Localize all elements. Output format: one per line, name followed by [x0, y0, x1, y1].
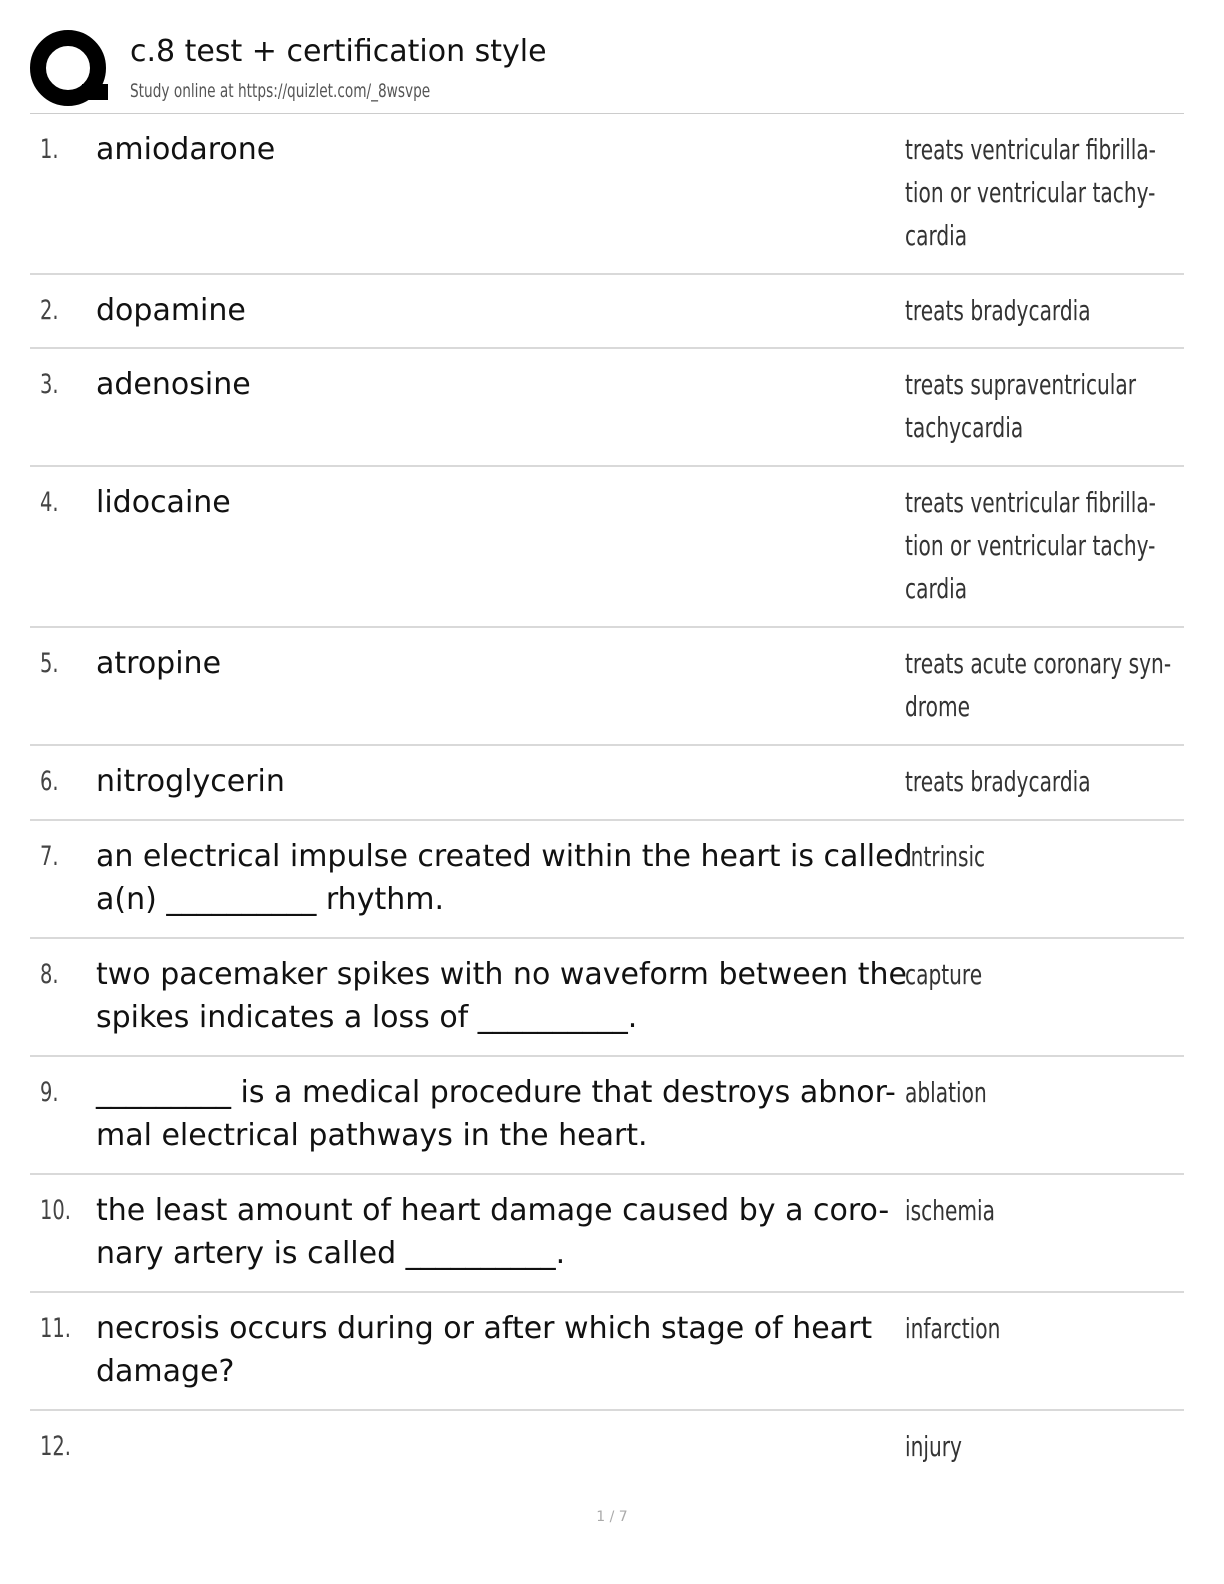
card-definition-line: treats supraventricular: [905, 368, 1137, 401]
card-definition-line: capture: [905, 958, 983, 991]
card-term-line: two pacemaker spikes with no waveform between the: [96, 957, 907, 992]
card-definition: [905, 835, 1157, 878]
card-number: 7.: [40, 841, 59, 872]
quizlet-logo-icon: [30, 30, 110, 110]
card-term-line: amiodarone: [96, 132, 276, 167]
flashcard-row: [30, 821, 1184, 939]
card-term-line: nitroglycerin: [96, 764, 285, 799]
card-term: [96, 363, 906, 406]
card-number: 4.: [40, 487, 59, 518]
card-definition-line: injury: [905, 1430, 962, 1463]
card-number: 5.: [40, 648, 59, 679]
card-definition-line: ischemia: [905, 1194, 995, 1227]
card-definition-line: ablation: [905, 1076, 987, 1109]
page-number: 1 / 7: [596, 1509, 628, 1525]
card-term-line: mal electrical pathways in the heart.: [96, 1118, 648, 1153]
card-number: 8.: [40, 959, 59, 990]
flashcard-row: [30, 1175, 1184, 1293]
document-title: c.8 test + certification style: [130, 34, 547, 69]
document-header: [30, 30, 1184, 114]
card-term: [96, 128, 906, 171]
flashcard-list: [30, 114, 1184, 1511]
card-term-line: necrosis occurs during or after which stage of heart: [96, 1311, 873, 1346]
card-number: 6.: [40, 766, 59, 797]
card-definition-line: tachycardia: [905, 411, 1024, 444]
card-definition: [905, 128, 1157, 257]
card-number: 9.: [40, 1077, 59, 1108]
card-term-line: atropine: [96, 646, 222, 681]
card-number: 12.: [40, 1431, 71, 1462]
card-definition-line: drome: [905, 690, 971, 723]
card-term: [96, 835, 913, 921]
card-term-line: damage?: [96, 1354, 235, 1389]
card-term: [96, 481, 906, 524]
card-number: 11.: [40, 1313, 71, 1344]
flashcard-row: [30, 349, 1184, 467]
card-term-line: a(n) __________ rhythm.: [96, 882, 444, 917]
flashcard-row: [30, 114, 1184, 275]
card-term: [96, 1307, 906, 1393]
card-term-line: adenosine: [96, 367, 251, 402]
study-online-link[interactable]: Study online at https://quizlet.com/_8wsvpe: [130, 80, 431, 102]
flashcard-row: [30, 939, 1184, 1057]
flashcard-row: [30, 275, 1184, 349]
card-term: [96, 760, 906, 803]
card-term: [96, 1189, 906, 1275]
card-term-line: spikes indicates a loss of __________.: [96, 1000, 638, 1035]
card-definition: [905, 1307, 1157, 1350]
card-term-line: the least amount of heart damage caused by a coro-: [96, 1193, 890, 1228]
card-term-line: an electrical impulse created within the heart is called: [96, 839, 913, 874]
card-definition-line: treats ventricular fibrilla-: [905, 486, 1156, 519]
card-term-line: lidocaine: [96, 485, 231, 520]
card-number: 10.: [40, 1195, 71, 1226]
card-definition: [905, 1189, 1157, 1232]
card-term: [96, 289, 906, 332]
card-definition-line: cardia: [905, 219, 968, 252]
card-term-line: dopamine: [96, 293, 246, 328]
card-term-line: _________ is a medical procedure that destroys abnor-: [96, 1075, 896, 1110]
card-definition-line: treats bradycardia: [905, 765, 1091, 798]
card-term-line: nary artery is called __________.: [96, 1236, 566, 1271]
card-definition: [905, 481, 1157, 610]
card-definition-line: infarction: [905, 1312, 1001, 1345]
card-definition: [905, 1071, 1157, 1114]
flashcard-row: [30, 628, 1184, 746]
card-definition: [905, 289, 1157, 332]
flashcard-row: [30, 1411, 1184, 1511]
card-term: [96, 953, 906, 1039]
card-number: 1.: [40, 134, 59, 165]
card-definition-line: tion or ventricular tachy-: [905, 176, 1156, 209]
flashcard-row: [30, 1293, 1184, 1411]
card-definition: [905, 953, 1157, 996]
card-definition-line: tion or ventricular tachy-: [905, 529, 1156, 562]
card-definition: [905, 642, 1172, 728]
flashcard-row: [30, 467, 1184, 628]
card-number: 3.: [40, 369, 59, 400]
card-definition-line: treats bradycardia: [905, 294, 1091, 327]
card-number: 2.: [40, 295, 59, 326]
card-definition: [905, 1425, 1157, 1468]
card-definition-line: treats ventricular fibrilla-: [905, 133, 1156, 166]
card-definition: [905, 363, 1157, 449]
card-definition-line: intrinsic: [905, 840, 986, 873]
flashcard-row: [30, 1057, 1184, 1175]
card-term: [96, 1071, 906, 1157]
card-term: [96, 642, 906, 685]
card-definition-line: treats acute coronary syn-: [905, 647, 1172, 680]
card-definition: [905, 760, 1157, 803]
flashcard-row: [30, 746, 1184, 821]
card-definition-line: cardia: [905, 572, 968, 605]
